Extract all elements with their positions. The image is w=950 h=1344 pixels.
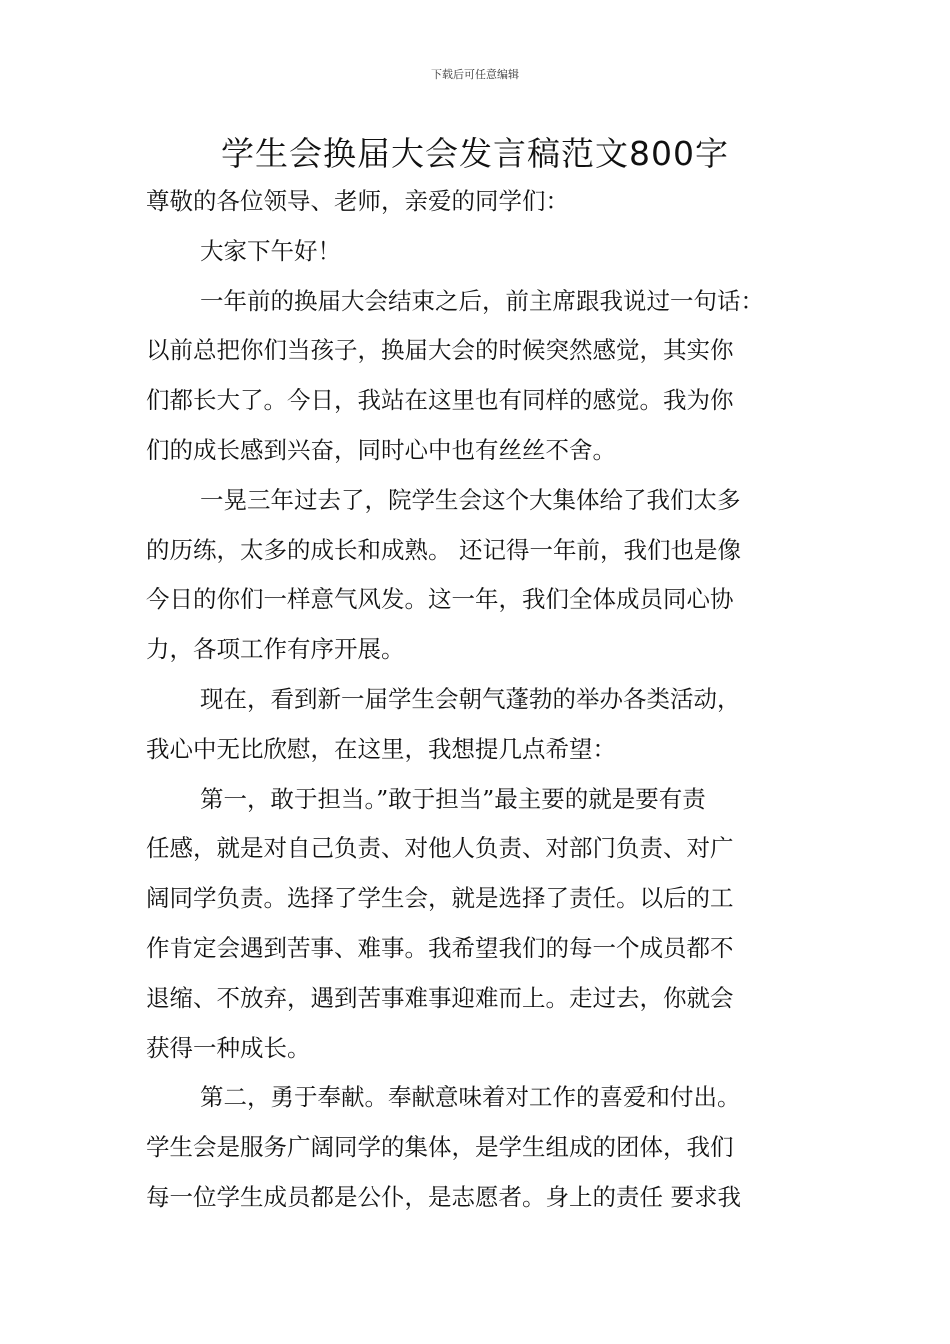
body-line: 尊敬的各位领导、老师，亲爱的同学们：	[146, 187, 569, 215]
body-line: 退缩、不放弃，遇到苦事难事迎难而上。走过去，你就会	[146, 983, 734, 1012]
body-line: 大家下午好！	[200, 236, 341, 265]
body-line: 今日的你们一样意气风发。这一年，我们全体成员同心协	[146, 585, 734, 614]
body-line: 获得一种成长。	[146, 1033, 311, 1062]
body-line: 以前总把你们当孩子，换届大会的时候突然感觉，其实你	[146, 336, 734, 365]
body-line: 力，各项工作有序开展。	[146, 635, 405, 664]
body-line: 作肯定会遇到苦事、难事。我希望我们的每一个成员都不	[146, 933, 734, 962]
body-line: 一年前的换届大会结束之后，前主席跟我说过一句话：	[200, 286, 764, 315]
body-line: 现在，看到新一届学生会朝气蓬勃的举办各类活动，	[200, 684, 741, 713]
body-line: 们都长大了。今日，我站在这里也有同样的感觉。我为你	[146, 386, 734, 415]
body-line: 我心中无比欣慰，在这里，我想提几点希望：	[146, 734, 616, 763]
document-body	[146, 177, 826, 1223]
body-line: 阔同学负责。选择了学生会，就是选择了责任。以后的工	[146, 884, 734, 913]
body-line: 一晃三年过去了，院学生会这个大集体给了我们太多	[200, 485, 741, 514]
body-line: 学生会是服务广阔同学的集体，是学生组成的团体，我们	[146, 1133, 734, 1162]
document-title: 学生会换届大会发言稿范文800字	[221, 134, 729, 173]
page-header: 下载后可任意编辑	[431, 68, 519, 81]
body-line: 每一位学生成员都是公仆，是志愿者。身上的责任 要求我	[146, 1182, 741, 1211]
body-line: 任感，就是对自己负责、对他人负责、对部门负责、对广	[146, 834, 734, 863]
body-line: 第二，勇于奉献。奉献意味着对工作的喜爱和付出。	[200, 1083, 741, 1112]
body-line: 的历练，太多的成长和成熟。 还记得一年前，我们也是像	[146, 535, 741, 564]
body-line: 第一，敢于担当。”敢于担当”最主要的就是要有责	[200, 784, 706, 813]
body-line: 们的成长感到兴奋，同时心中也有丝丝不舍。	[146, 435, 616, 464]
